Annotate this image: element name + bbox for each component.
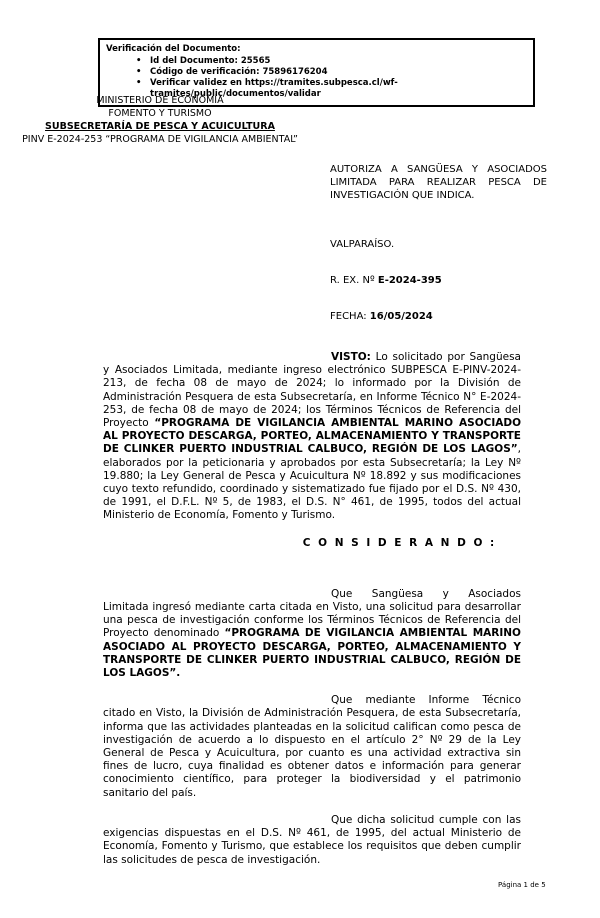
resolution-header-block [330,163,547,323]
considerando-paragraph-3: Que dicha solicitud cumple con las exigencias dispuestas en el D.S. Nº 461, de 1995, del actual Ministerio de Economía, Fomento y Turismo, que establece los requisitos que deben cumplir las solicitudes de pesca de investigación. [103,813,521,866]
ministry-line: MINISTERIO DE ECONOMÍA [96,95,224,106]
resolution-number: E-2024-395 [377,275,442,286]
considerando-paragraph-1: Que Sangüesa y Asociados Limitada ingresó mediante carta citada en Visto, una solicitud para desarrollar una pesca de investigación conforme los Términos Técnicos de Referencia del Proyecto denominado “PROGRAMA DE VIGILANCIA AMBIENTAL MARINO ASOCIADO AL PROYECTO DESCARGA, PORTEO, ALMACENAMIENTO Y TRANSPORTE DE CLINKER PUERTO INDUSTRIAL CALBUCO, REGIÓN DE LOS LAGOS”. [103,587,521,680]
resolution-number-label: R. EX. Nº [330,275,378,286]
date-label: FECHA: [330,311,370,322]
subsecretaria-line: SUBSECRETARÍA DE PESCA Y ACUICULTURA [45,121,275,132]
considerando-paragraph-2: Que mediante Informe Técnico citado en Visto, la División de Administración Pesquera, de esta Subsecretaría, informa que las actividades planteadas en la solicitud califican como pesca de investigación de acuerdo a lo dispuesto en el artículo 2° Nº 29 de la Ley General de Pesca y Acuicultura, por cuanto es una actividad extractiva sin fines de lucro, cuya finalidad es obtener datos e información para generar conocimiento científico, para proteger la biodiversidad y el patrimonio sanitario del país. [103,694,521,799]
resolution-summary: AUTORIZA A SANGÜESA Y ASOCIADOS LIMITADA PARA REALIZAR PESCA DE INVESTIGACIÓN QUE INDICA. [330,164,547,201]
page-number-footer: Página 1 de 5 [498,881,546,889]
city-line: VALPARAÍSO. [330,239,395,250]
date-line [330,310,547,323]
considerando-heading: C O N S I D E R A N D O : [302,536,497,549]
visto-paragraph: VISTO: Lo solicitado por Sangüesa y Asociados Limitada, mediante ingreso electrónico SUBPESCA E-PINV-2024-213, de fecha 08 de mayo de 2024; lo informado por la División de Administración Pesquera de esta Subsecretaría, en Informe Técnico N° E-2024-253, de fecha 08 de mayo de 2024; los Términos Técnicos de Referencia del Proyecto “PROGRAMA DE VIGILANCIA AMBIENTAL MARINO ASOCIADO AL PROYECTO DESCARGA, PORTEO, ALMACENAMIENTO Y TRANSPORTE DE CLINKER PUERTO INDUSTRIAL CALBUCO, REGIÓN DE LOS LAGOS”, elaborados por la peticionaria y aprobados por esta Subsecretaría; la Ley Nº 19.880; la Ley General de Pesca y Acuicultura Nº 18.892 y sus modificaciones cuyo texto refundido, coordinado y sistematizado fue fijado por el D.S. Nº 430, de 1991, el D.F.L. Nº 5, de 1983, el D.S. N° 461, de 1995, todos del actual Ministerio de Economía, Fomento y Turismo. [103,351,521,522]
verification-item-document-id: • Id del Documento: 25565 [106,56,527,67]
letterhead [10,94,310,146]
date-value: 16/05/2024 [369,311,433,322]
resolution-body [103,351,521,867]
verification-item-code: • Código de verificación: 75896176204 [106,67,527,78]
ministry-subline: FOMENTO Y TURISMO [108,108,212,119]
verification-title: Verificación del Documento: [106,44,241,54]
verification-item-url: • Verificar validez en https://tramites.subpesca.cl/wf-tramites/public/documentos/validar [106,78,527,100]
resolution-number-line [330,274,547,287]
project-reference-line: PINV E-2024-253 “PROGRAMA DE VIGILANCIA AMBIENTAL” [22,134,298,145]
